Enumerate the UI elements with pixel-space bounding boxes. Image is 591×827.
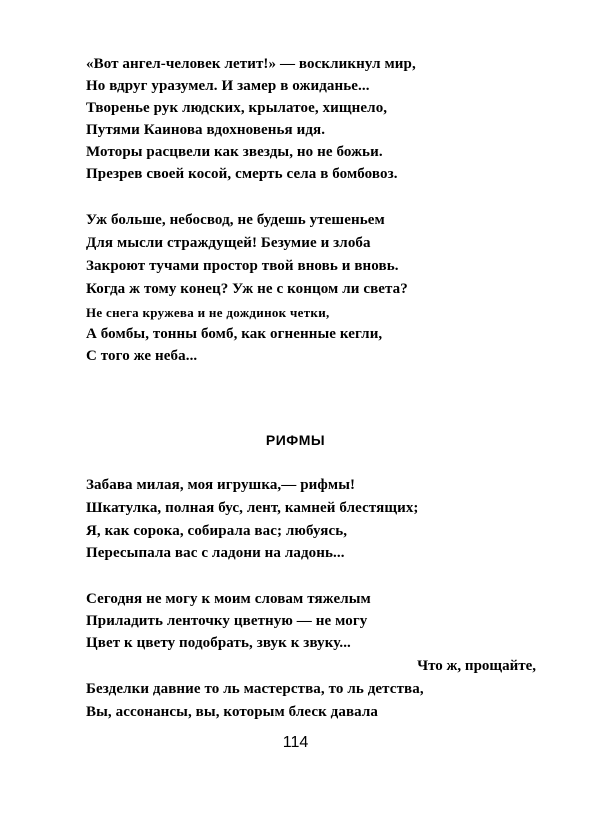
- poem-line: Закроют тучами простор твой вновь и вновь.: [86, 258, 399, 274]
- poem-line: Но вдруг уразумел. И замер в ожиданье...: [86, 78, 370, 94]
- poem-line: С того же неба...: [86, 348, 198, 364]
- poem-line: Я, как сорока, собирала вас; любуясь,: [86, 523, 348, 539]
- poem-line: Цвет к цвету подобрать, звук к звуку...: [86, 635, 351, 651]
- poem-line: Пересыпала вас с ладони на ладонь...: [86, 545, 345, 561]
- poem-line: А бомбы, тонны бомб, как огненные кегли,: [86, 326, 383, 342]
- poem-line: Моторы расцвели как звезды, но не божьи.: [86, 144, 383, 160]
- poem-line: Уж больше, небосвод, не будешь утешеньем: [86, 212, 385, 228]
- poem-line: Приладить ленточку цветную — не могу: [86, 613, 368, 629]
- poem-line: Презрев своей косой, смерть села в бомбовоз.: [86, 166, 398, 182]
- poem-line: Сегодня не могу к моим словам тяжелым: [86, 591, 371, 607]
- poem-line: Безделки давние то ль мастерства, то ль детства,: [86, 681, 424, 697]
- poem-line: Не снега кружева и не дождинок четки,: [86, 305, 330, 320]
- poem-line: Вы, ассонансы, вы, которым блеск давала: [86, 704, 379, 720]
- poem-title: РИФМЫ: [265, 432, 326, 448]
- page-number: 114: [282, 734, 309, 751]
- poem-line: Забава милая, моя игрушка,— рифмы!: [86, 477, 356, 493]
- poem-line: Когда ж тому конец? Уж не с концом ли света?: [86, 281, 408, 297]
- poem-line-indented: Что ж, прощайте,: [417, 658, 536, 674]
- poem-line: Шкатулка, полная бус, лент, камней блестящих;: [86, 500, 419, 516]
- poem-line: Для мысли страждущей! Безумие и злоба: [86, 235, 371, 251]
- poem-line: Творенье рук людских, крылатое, хищнело,: [86, 100, 388, 116]
- poem-line: «Вот ангел-человек летит!» — воскликнул мир,: [86, 56, 416, 72]
- poem-line: Путями Каинова вдохновенья идя.: [86, 122, 326, 138]
